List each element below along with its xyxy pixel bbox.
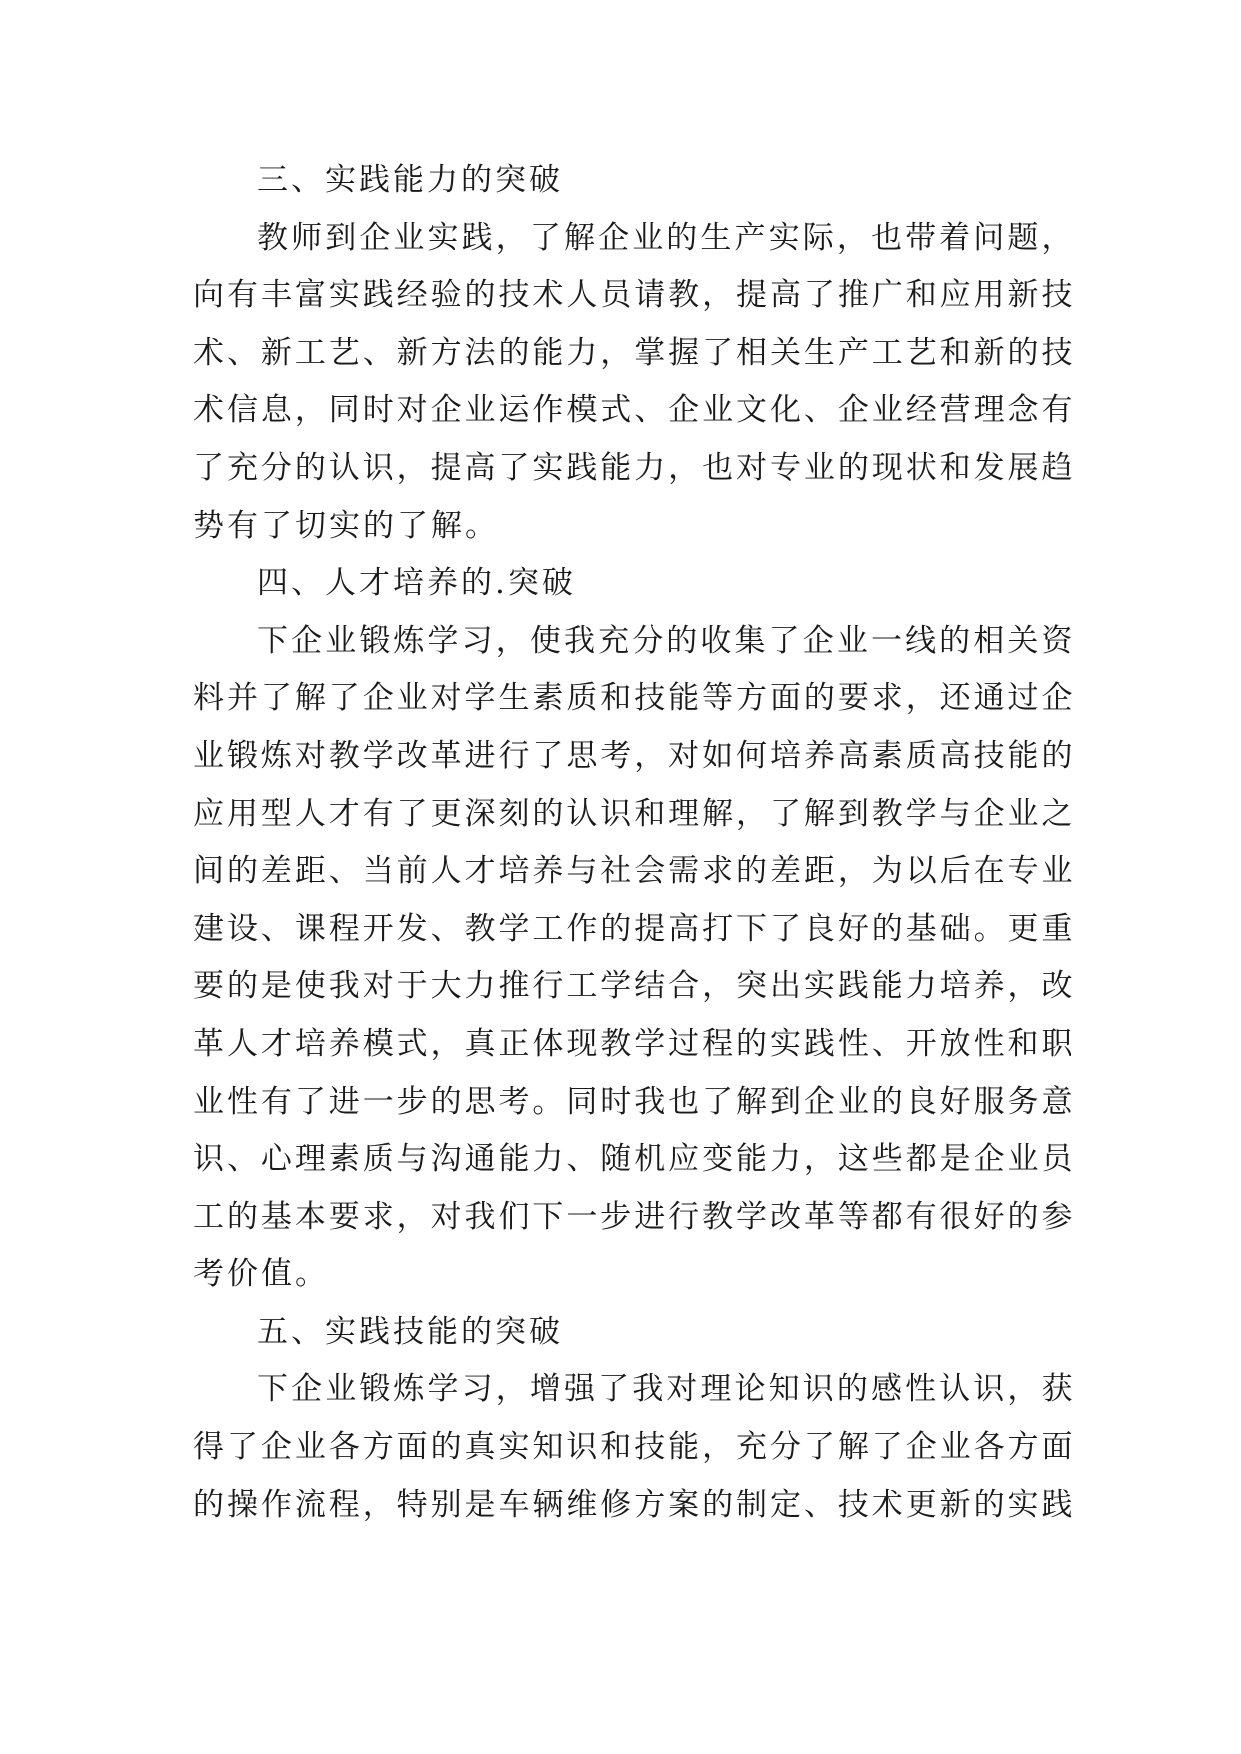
paragraph-line: 考价值。 (193, 1256, 329, 1293)
paragraph-line: 工的基本要求，对我们下一步进行教学改革等都有很好的参 (193, 1198, 1073, 1235)
paragraph-line: 业锻炼对教学改革进行了思考，对如何培养高素质高技能的 (193, 737, 1073, 774)
paragraph-line: 了充分的认识，提高了实践能力，也对专业的现状和发展趋 (193, 449, 1073, 486)
paragraph-line: 应用型人才有了更深刻的认识和理解，了解到教学与企业之 (193, 795, 1073, 832)
paragraph-line: 识、心理素质与沟通能力、随机应变能力，这些都是企业员 (193, 1141, 1073, 1178)
section-heading-5: 五、实践技能的突破 (257, 1313, 563, 1350)
paragraph-line: 革人才培养模式，真正体现教学过程的实践性、开放性和职 (193, 1025, 1073, 1062)
paragraph-line: 下企业锻炼学习，使我充分的收集了企业一线的相关资 (257, 622, 1073, 659)
paragraph-line: 建设、课程开发、教学工作的提高打下了良好的基础。更重 (193, 910, 1073, 947)
paragraph-line: 的操作流程，特别是车辆维修方案的制定、技术更新的实践 (193, 1486, 1073, 1523)
paragraph-line: 术、新工艺、新方法的能力，掌握了相关生产工艺和新的技 (193, 334, 1073, 371)
paragraph-line: 料并了解了企业对学生素质和技能等方面的要求，还通过企 (193, 680, 1073, 717)
paragraph-line: 术信息，同时对企业运作模式、企业文化、企业经营理念有 (193, 392, 1073, 429)
paragraph-line: 业性有了进一步的思考。同时我也了解到企业的良好服务意 (193, 1083, 1073, 1120)
document-body (193, 152, 1073, 1534)
paragraph-line: 势有了切实的了解。 (193, 507, 499, 544)
paragraph-line: 间的差距、当前人才培养与社会需求的差距，为以后在专业 (193, 853, 1073, 890)
paragraph-line: 教师到企业实践，了解企业的生产实际，也带着问题， (257, 219, 1073, 256)
section-heading-4: 四、人才培养的.突破 (257, 565, 576, 602)
paragraph-line: 向有丰富实践经验的技术人员请教，提高了推广和应用新技 (193, 277, 1073, 314)
paragraph-line: 下企业锻炼学习，增强了我对理论知识的感性认识，获 (257, 1371, 1073, 1408)
section-heading-3: 三、实践能力的突破 (257, 162, 563, 198)
paragraph-line: 得了企业各方面的真实知识和技能，充分了解了企业各方面 (193, 1429, 1073, 1466)
paragraph-line: 要的是使我对于大力推行工学结合，突出实践能力培养，改 (193, 968, 1073, 1005)
